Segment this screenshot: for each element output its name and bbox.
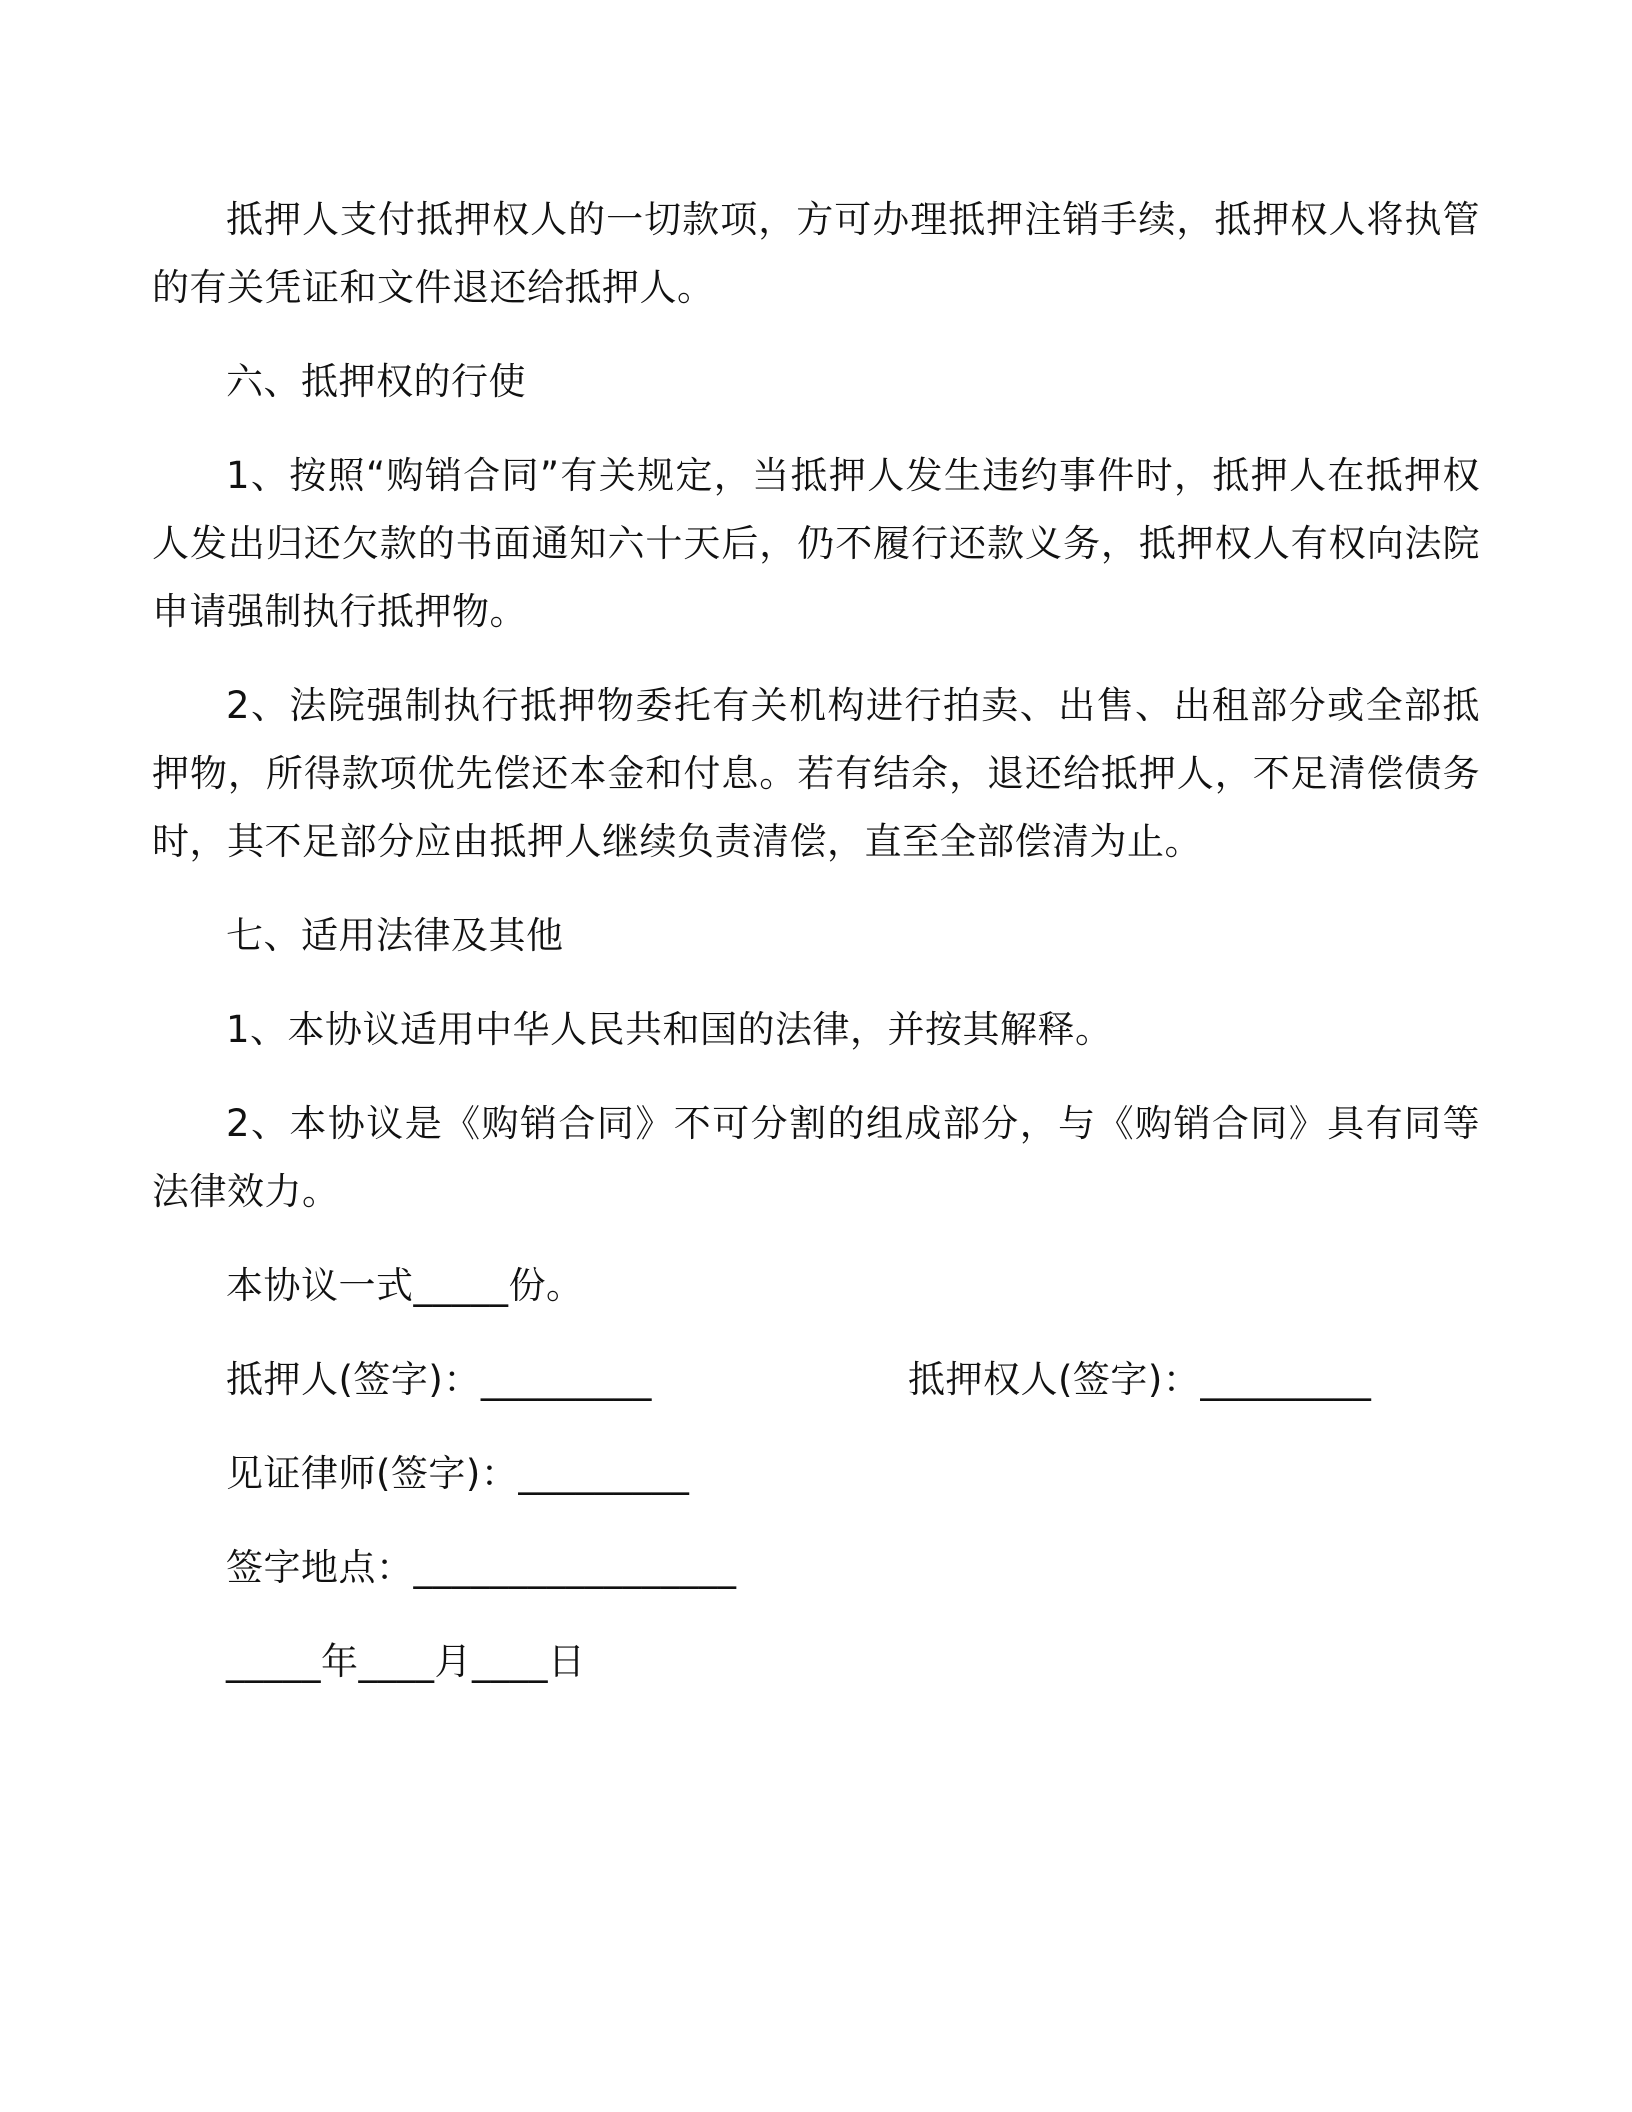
paragraph-legal-effect: 2、本协议是《购销合同》不可分割的组成部分，与《购销合同》具有同等法律效力。 [152, 1102, 1480, 1213]
signing-place-line: 签字地点：_________________ [226, 1546, 737, 1589]
signing-date-line: _____年____月____日 [226, 1640, 586, 1683]
copies-line: 本协议一式_____份。 [226, 1264, 584, 1307]
section-heading-seven: 七、适用法律及其他 [226, 914, 564, 957]
signature-row-parties [152, 1346, 1480, 1414]
paragraph-mortgage-cancellation: 抵押人支付抵押权人的一切款项，方可办理抵押注销手续，抵押权人将执管的有关凭证和文件退还给抵押人。 [152, 198, 1480, 309]
document-body [152, 186, 1480, 1722]
mortgagee-signature-line: 抵押权人(签字)：_________ [908, 1358, 1372, 1401]
paragraph-enforcement-notice: 1、按照“购销合同”有关规定，当抵押人发生违约事件时，抵押人在抵押权人发出归还欠款的书面通知六十天后，仍不履行还款义务，抵押权人有权向法院申请强制执行抵押物。 [152, 454, 1480, 633]
witness-signature-line: 见证律师(签字)：_________ [226, 1452, 690, 1495]
paragraph-applicable-law: 1、本协议适用中华人民共和国的法律，并按其解释。 [226, 1008, 1113, 1051]
mortgagor-signature-line: 抵押人(签字)：_________ [226, 1358, 652, 1401]
section-heading-six: 六、抵押权的行使 [226, 360, 526, 403]
paragraph-enforcement-proceeds: 2、法院强制执行抵押物委托有关机构进行拍卖、出售、出租部分或全部抵押物，所得款项优先偿还本金和付息。若有结余，退还给抵押人，不足清偿债务时，其不足部分应由抵押人继续负责清偿，直至全部偿清为止。 [152, 684, 1480, 863]
